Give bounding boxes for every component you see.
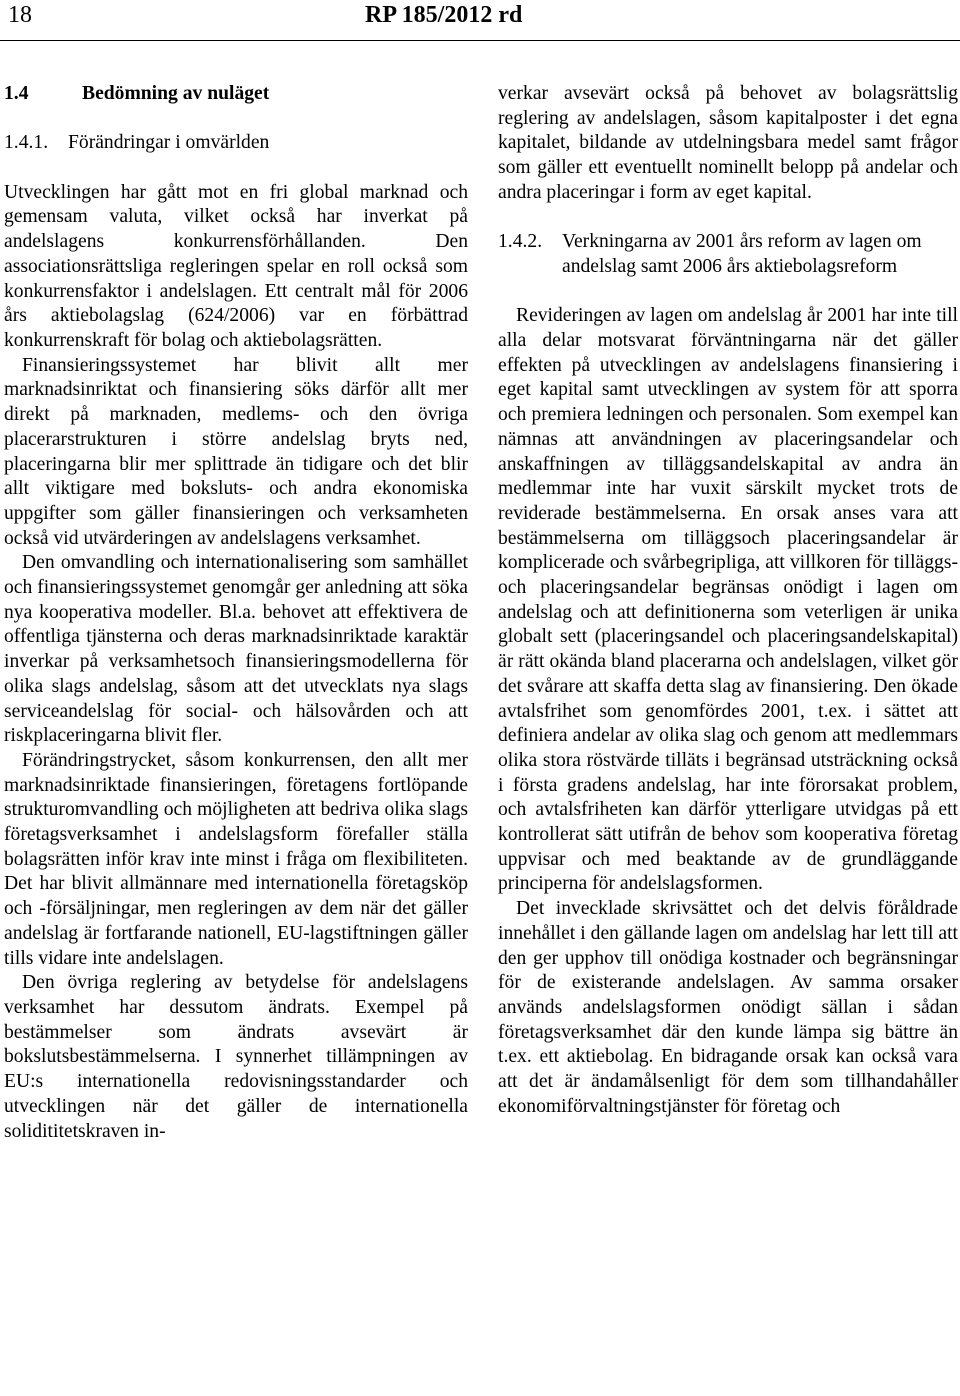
paragraph: Den övriga reglering av betydelse för andelslagens verksamhet har dessutom ändrats. Exempel på bestämmelser som ändrats avsevärt är bokslutsbestämmelserna. I synnerhet tillämpningen av EU:s internationella redovisningsstandarder och utvecklingen när det gäller de internationella solidititetskraven in- — [4, 972, 468, 1142]
paragraph: Den omvandling och internationalisering som samhället och finansieringssystemet genomgår ger anledning att söka nya kooperativa modeller. Bl.a. behovet att effektivera de offentliga tjänsterna och deras marknadsinriktade karaktär inverkar på verksamhetsoch finansieringsmodellerna för olika slags andelslag, såsom att det utvecklats nya slags serviceandelslag för social- och hälsovården och att riskplaceringarna blivit fler. — [4, 552, 468, 747]
subsection-heading — [4, 131, 468, 156]
paragraph: verkar avsevärt också på behovet av bolagsrättslig reglering av andelslagen, såsom kapitalposter i det egna kapitalet, bildande av utdelningsbara medel samt frågor som gäller ett eventuellt nominellt belopp på andelar och andra placeringar i form av eget kapital. — [498, 83, 958, 203]
paragraph: Förändringstrycket, såsom konkurrensen, den allt mer marknadsinriktade finansieringen, företagens fortlöpande strukturomvandling och möjligheten att bedriva olika slags företagsverksamhet i andelslagsform förefaller ställa bolagsrätten inför krav inte minst i fråga om flexibiliteten. Det har blivit allmännare med internationella företagsköp och -försäljningar, men regleringen av dem när det gäller andelslag är fortfarande nationell, EU-lagstiftningen gäller tills vidare inte andelslagen. — [4, 749, 468, 969]
page-number: 18 — [8, 2, 32, 28]
subsection-title: Verkningarna av 2001 års reform av lagen om andelslag samt 2006 års aktiebolagsreform — [562, 231, 922, 277]
page-header — [0, 0, 960, 44]
subsection-number: 1.4.2. — [498, 231, 543, 253]
left-column — [4, 82, 468, 1144]
subsection-heading — [498, 230, 958, 279]
paragraph: Det invecklade skrivsättet och det delvis föråldrade innehållet i den gällande lagen om andelslag har lett till att den ger upphov till onödiga kostnader och begränsningar för de existerande andelslagen. Av samma orsaker används andelslagsformen onödigt sällan i sådan företagsverksamhet där den kunde lämpa sig bättre än t.ex. ett aktiebolag. En bidragande orsak kan också vara att det är ändamålsenligt för dem som tillhandahåller ekonomiförvaltningstjänster för företag och — [498, 898, 958, 1117]
subsection-title: Förändringar i omvärlden — [68, 132, 270, 154]
section-number: 1.4 — [4, 83, 29, 104]
subsection-number: 1.4.1. — [4, 132, 49, 154]
right-column — [498, 82, 958, 1120]
section-heading — [4, 82, 468, 107]
document-id: RP 185/2012 rd — [365, 2, 523, 28]
section-title: Bedömning av nuläget — [82, 83, 270, 104]
paragraph: Revideringen av lagen om andelslag år 2001 har inte till alla delar motsvarat förväntningarna när det gäller effekten på utvecklingen av andelslagens finansiering i eget kapital samt utvecklingen av system för att sporra och premiera ledningen och personalen. Som exempel kan nämnas att användningen av placeringsandelar och anskaffningen av tilläggsandelskapital av andra än medlemmar inte har vuxit särskilt mycket trots de reviderade bestämmelserna. En orsak anses vara att bestämmelserna om tilläggsoch placeringsandelar är komplicerade och svårbegripliga, att villkoren för tilläggs- och placeringsandelar begränsas onödigt i lagen om andelslag och att definitionerna som veterligen är unika globalt sett (placeringsandel och placeringsandelskapital) är rätt okända bland placerarna och andelslagen, vilket gör det svårare att skaffa detta slag av finansiering. Den ökade avtalsfrihet som genomfördes 2001, t.ex. i sättet att definiera andelar av olika slag och genom att medlemmars olika stora röstvärde tilläts i begränsad utsträckning också i första gradens andelslag, har inte förorsakat problem, och avtalsfriheten kan därför ytterligare utvidgas på ett kontrollerat sätt utifrån de behov som kooperativa företag uppvisar och med beaktande av de grundläggande principerna för andelslagsformen. — [498, 305, 958, 895]
paragraph: Finansieringssystemet har blivit allt mer marknadsinriktat och finansiering söks därför allt mer direkt på marknaden, medlems- och den övriga placerarstrukturen i större andelslag bryts ned, placeringarna blir mer splittrade än tidigare och det blir allt viktigare med boksluts- och andra ekonomiska uppgifter som gäller finansieringen och verksamheten också vid utvärderingen av andelslagens verksamhet. — [4, 354, 468, 549]
header-rule — [0, 40, 960, 41]
paragraph: Utvecklingen har gått mot en fri global marknad och gemensam valuta, vilket också har inverkat på andelslagens konkurrensförhållanden. Den associationsrättsliga regleringen spelar en roll också som konkurrensfaktor i andelslagen. Ett centralt mål för 2006 års aktiebolagslag (624/2006) var en förbättrad konkurrenskraft för bolag och aktiebolagsrätten. — [4, 181, 468, 351]
